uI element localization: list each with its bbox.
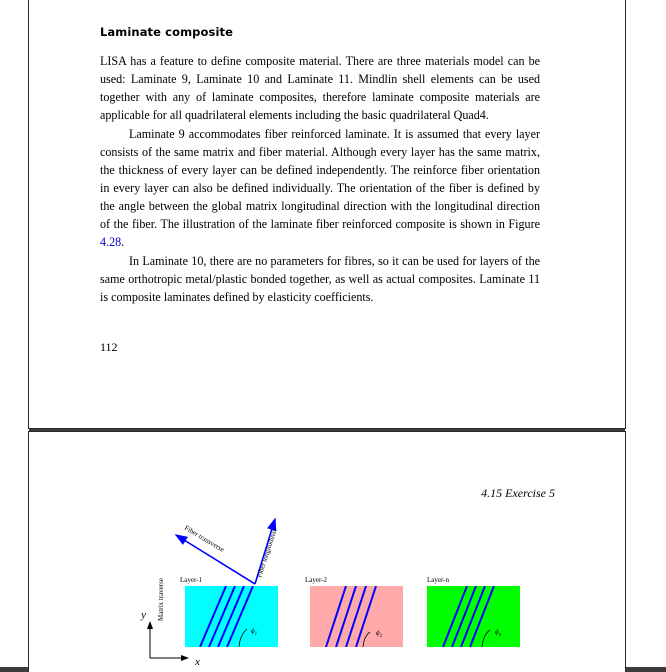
- document-page-113: [29, 432, 625, 672]
- page-number: 112: [100, 340, 118, 354]
- layer-n-angle-label: $\phi_n$: [495, 628, 502, 638]
- layer-2-label: Layer-2: [305, 576, 328, 584]
- layer-1: [180, 576, 278, 647]
- laminate-figure: [29, 432, 625, 672]
- layer-1-label: Layer-1: [180, 576, 203, 584]
- paragraph-intro: LISA has a feature to define composite material. There are three materials model can be used: Laminate 9, Laminate 10 and Laminate 11. Mindlin shell elements can be used together with any of laminate composites, therefore laminate composite materials are applicable for all quadrilateral elements including the basic quadrilateral Quad4.: [100, 54, 540, 122]
- x-axis-label: x: [195, 656, 200, 668]
- figure-reference-suffix: .: [121, 235, 125, 249]
- layer-n-label: Layer-n: [427, 576, 450, 584]
- figure-reference-link[interactable]: 4.28: [100, 235, 122, 249]
- fiber-transverse-label: Fiber transverse: [182, 523, 226, 554]
- matrix-transverse-label: Matrix traverse: [157, 578, 165, 621]
- layer-2-angle-label: $\phi_2$: [376, 629, 383, 639]
- running-head: 4.15 Exercise 5: [481, 486, 555, 500]
- layer-n: [427, 576, 520, 647]
- section-heading: Laminate composite: [100, 25, 233, 39]
- viewer-background-left: [0, 0, 29, 667]
- layer-1-angle-label: $\phi_1$: [251, 627, 258, 637]
- paragraph-laminate-10-11: In Laminate 10, there are no parameters for fibres, so it can be used for layers of the same orthotropic metal/plastic bonded together, as well as actual composites. Laminate 11 is composite laminates defined by elasticity coefficients.: [100, 254, 540, 304]
- paragraph-laminate-9: [100, 125, 540, 251]
- paragraph-laminate-9-text: Laminate 9 accommodates fiber reinforced laminate. It is assumed that every layer consists of the same matrix and fiber material. Although every layer has the same matrix, the thickness of every layer can be defined independently. The reinforce fiber orientation in every layer can also be defined individually. The orientation of the fiber is defined by the angle between the global matrix longitudinal direction with the longitudinal direction of the fiber. The illustration of the laminate fiber reinforced composite is shown in Figure: [100, 127, 540, 231]
- document-page-112: [29, 0, 625, 428]
- layer-2: [305, 576, 403, 647]
- viewer-background-right: [625, 0, 666, 667]
- y-axis-label: y: [141, 609, 146, 621]
- fiber-direction-arrows: [176, 519, 278, 584]
- fiber-longitudinal-label: Fiber longitudinal: [255, 528, 279, 579]
